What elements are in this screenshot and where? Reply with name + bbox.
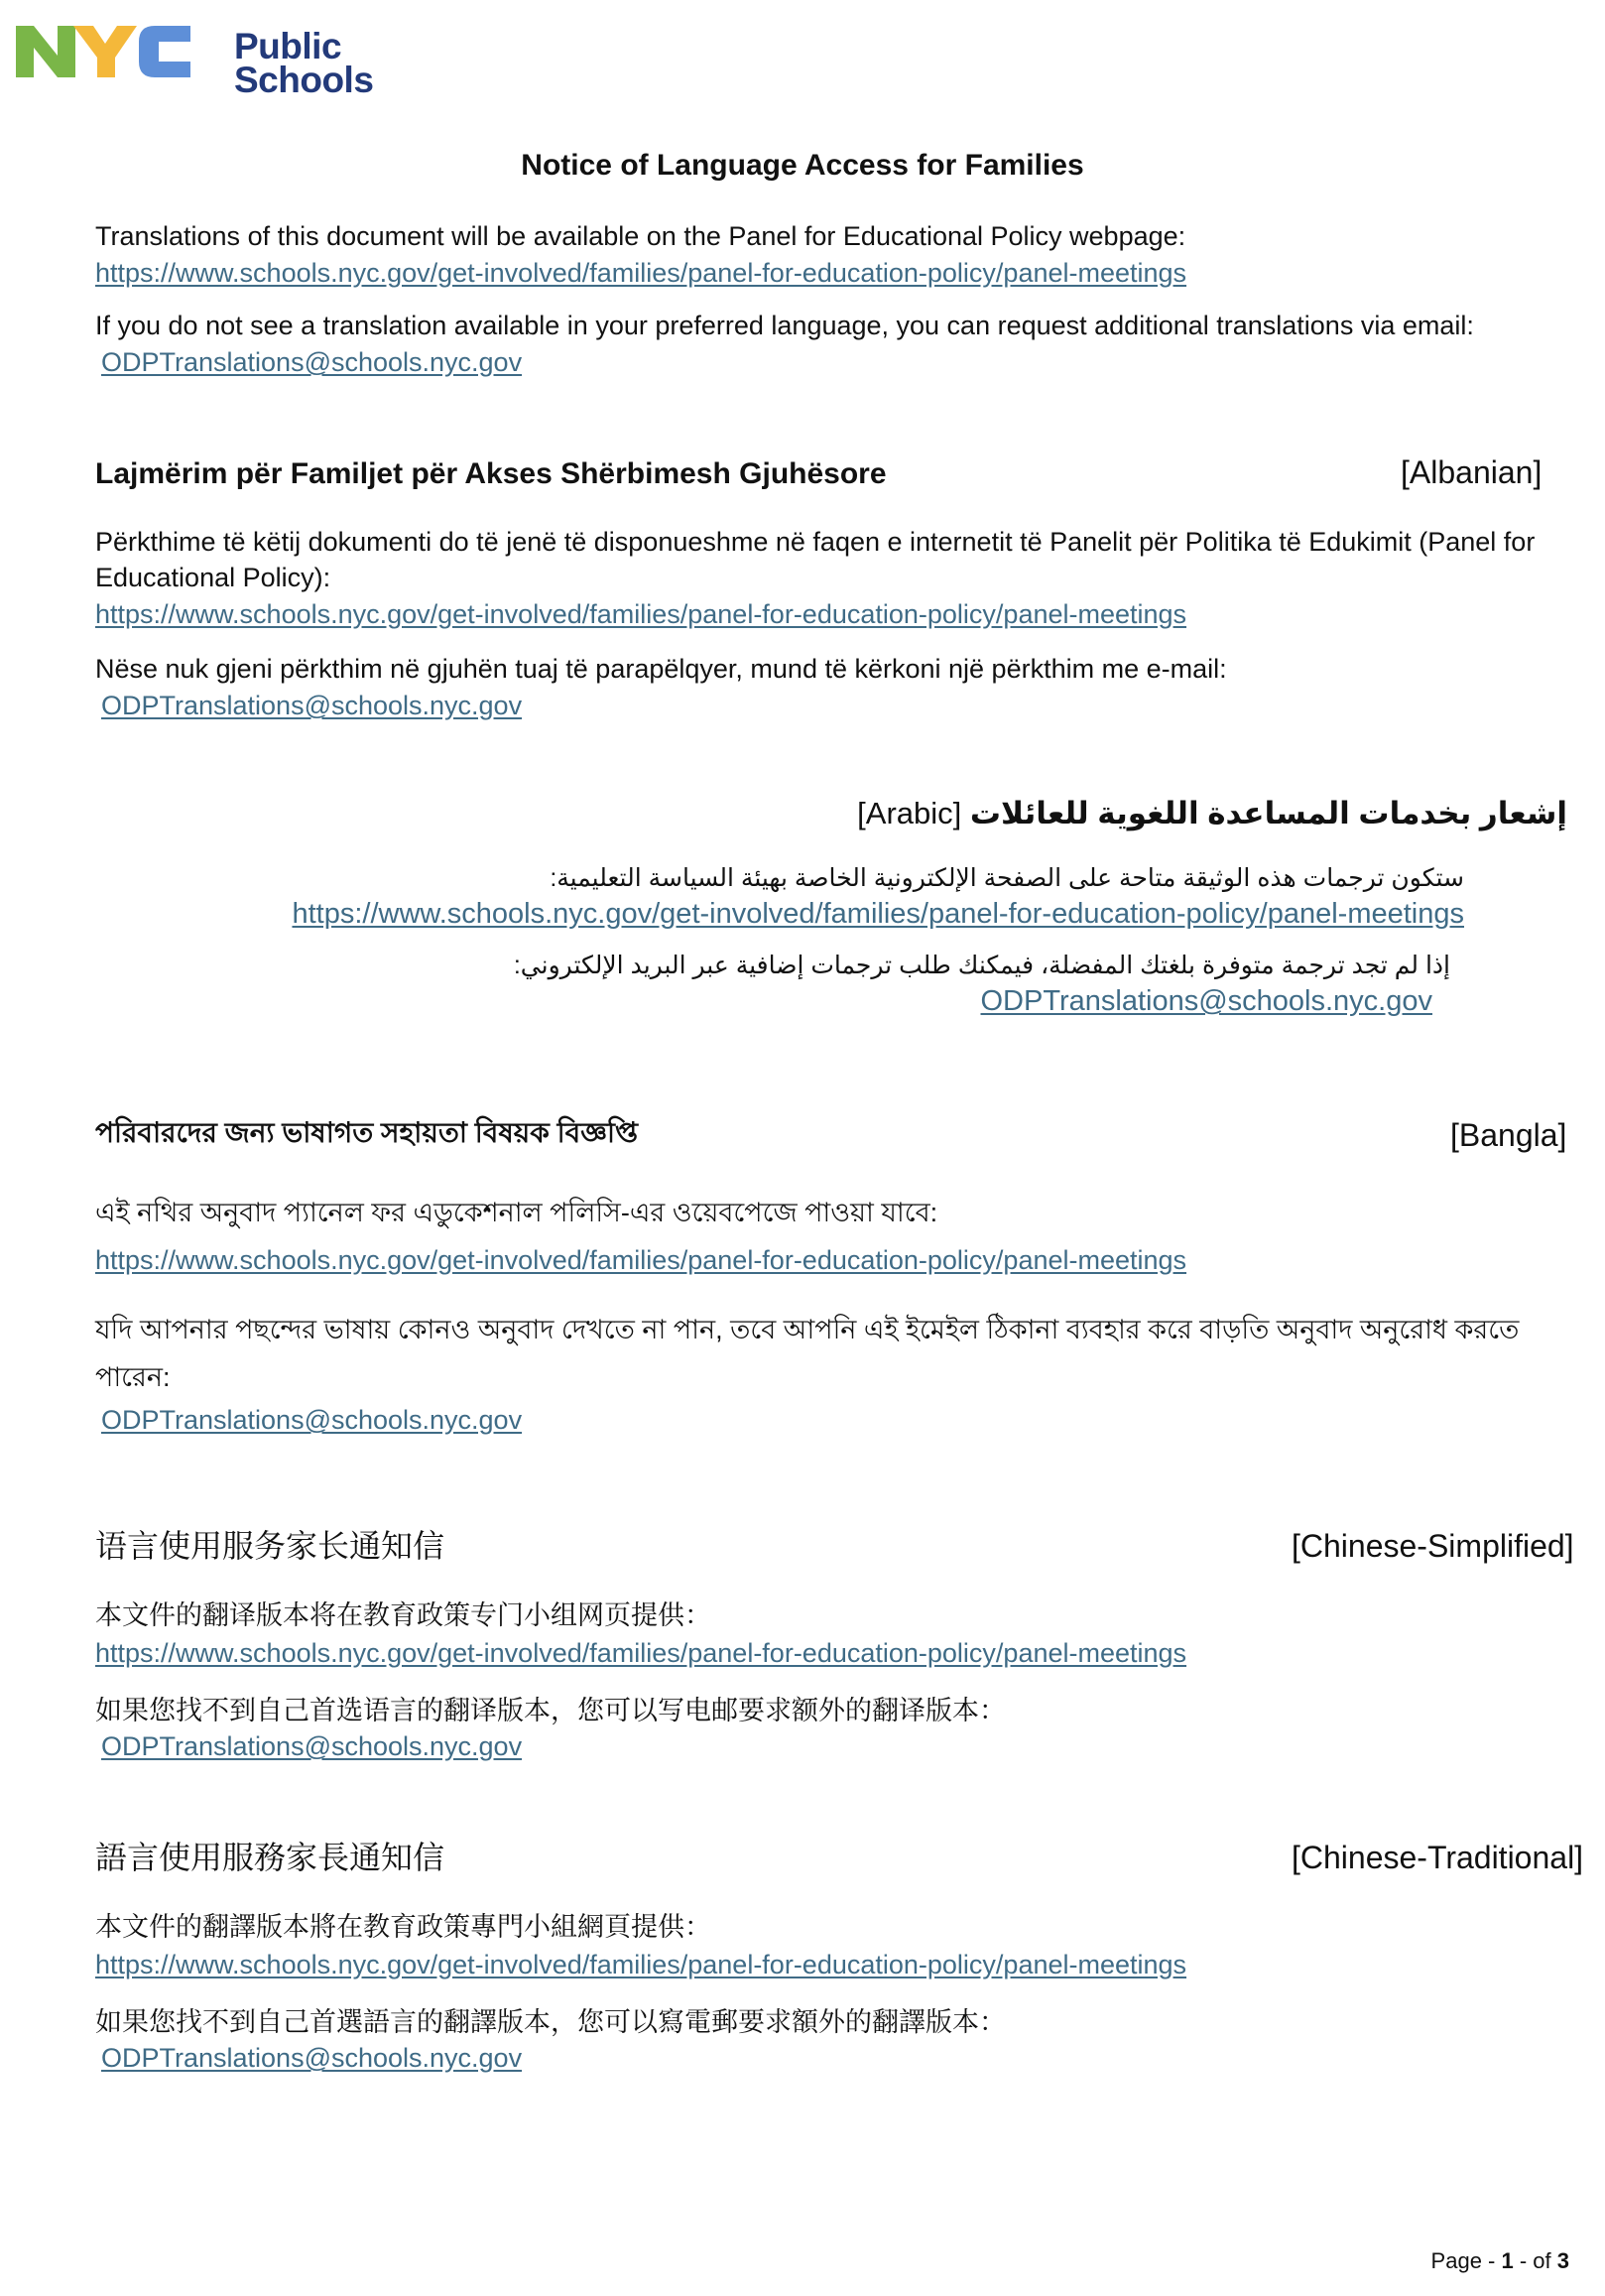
page-number-total: 3 bbox=[1556, 2248, 1569, 2273]
chinese-traditional-url-link[interactable]: https://www.schools.nyc.gov/get-involved/families/panel-for-education-policy/panel-meetings bbox=[95, 1950, 1187, 1979]
albanian-heading: Lajmërim për Familjet për Akses Shërbimesh Gjuhësore bbox=[95, 457, 887, 490]
chinese-simplified-heading: 语言使用服务家长通知信 bbox=[95, 1528, 445, 1564]
arabic-line-1: ستكون ترجمات هذه الوثيقة متاحة على الصفحة الإلكترونية الخاصة بهيئة السياسة التعليمية: bbox=[550, 864, 1464, 892]
nyc-public-schools-logo bbox=[14, 16, 391, 100]
chinese-simplified-line-1: 本文件的翻译版本将在教育政策专门小组网页提供： bbox=[95, 1600, 711, 1630]
bangla-url-link[interactable]: https://www.schools.nyc.gov/get-involved/families/panel-for-education-policy/panel-meetings bbox=[95, 1245, 1187, 1275]
chinese-traditional-email-link[interactable]: ODPTranslations@schools.nyc.gov bbox=[101, 2043, 523, 2073]
nyc-logo-icon bbox=[14, 16, 222, 91]
bangla-email-link[interactable]: ODPTranslations@schools.nyc.gov bbox=[101, 1405, 523, 1435]
page-number-prefix: Page - bbox=[1430, 2248, 1502, 2273]
arabic-language-tag: [Arabic] bbox=[857, 796, 962, 830]
arabic-heading: إشعار بخدمات المساعدة اللغوية للعائلات bbox=[969, 796, 1567, 830]
logo-line-public: Public bbox=[234, 26, 342, 66]
albanian-url-link[interactable]: https://www.schools.nyc.gov/get-involved/families/panel-for-education-policy/panel-meetings bbox=[95, 599, 1187, 629]
intro-url-link[interactable]: https://www.schools.nyc.gov/get-involved/families/panel-for-education-policy/panel-meetings bbox=[95, 258, 1187, 288]
chinese-simplified-line-2: 如果您找不到自己首选语言的翻译版本，您可以写电邮要求额外的翻译版本： bbox=[95, 1696, 1006, 1725]
bangla-line-2: যদি আপনার পছন্দের ভাষায় কোনও অনুবাদ দেখতে না পান, তবে আপনি এই ইমেইল ঠিকানা ব্যবহার করে বাড়তি অনুবাদ অনুরোধ করতে পারেন: bbox=[95, 1315, 1520, 1392]
arabic-url-link[interactable]: https://www.schools.nyc.gov/get-involved/families/panel-for-education-policy/panel-meetings bbox=[292, 898, 1464, 930]
chinese-simplified-url-link[interactable]: https://www.schools.nyc.gov/get-involved/families/panel-for-education-policy/panel-meetings bbox=[95, 1638, 1187, 1668]
albanian-email-link[interactable]: ODPTranslations@schools.nyc.gov bbox=[101, 691, 523, 720]
chinese-traditional-heading: 語言使用服務家長通知信 bbox=[95, 1840, 445, 1875]
page-number-current: 1 bbox=[1501, 2248, 1514, 2273]
chinese-simplified-language-tag: [Chinese-Simplified] bbox=[1292, 1528, 1574, 1564]
bangla-line-1: এই নথির অনুবাদ প্যানেল ফর এডুকেশনাল পলিসি-এর ওয়েবপেজে পাওয়া যাবে: bbox=[95, 1198, 938, 1227]
albanian-line-2: Nëse nuk gjeni përkthim në gjuhën tuaj të parapëlqyer, mund të kërkoni një përkthim me e-mail: bbox=[95, 654, 1227, 684]
chinese-traditional-line-2: 如果您找不到自己首選語言的翻譯版本，您可以寫電郵要求額外的翻譯版本： bbox=[95, 2007, 1006, 2037]
chinese-traditional-language-tag: [Chinese-Traditional] bbox=[1292, 1840, 1584, 1875]
intro-line-2: If you do not see a translation available in your preferred language, you can request additional translations via email: bbox=[95, 311, 1474, 340]
logo-line-schools: Schools bbox=[234, 60, 374, 100]
page-number-separator: - of bbox=[1513, 2248, 1557, 2273]
arabic-line-2: إذا لم تجد ترجمة متوفرة بلغتك المفضلة، فيمكنك طلب ترجمات إضافية عبر البريد الإلكتروني: bbox=[513, 952, 1450, 979]
albanian-line-1: Përkthime të këtij dokumenti do të jenë të disponueshme në faqen e internetit të Panelit për Politika të Edukimit (Panel for Educational Policy): bbox=[95, 527, 1536, 592]
chinese-simplified-email-link[interactable]: ODPTranslations@schools.nyc.gov bbox=[101, 1731, 523, 1761]
intro-email-link[interactable]: ODPTranslations@schools.nyc.gov bbox=[101, 347, 523, 377]
arabic-heading-row bbox=[857, 794, 1567, 833]
page-number bbox=[1431, 2248, 1569, 2274]
bangla-heading: পরিবারদের জন্য ভাষাগত সহায়তা বিষয়ক বিজ্ঞপ্তি bbox=[95, 1117, 639, 1148]
logo-wordmark bbox=[234, 26, 374, 100]
arabic-email-link[interactable]: ODPTranslations@schools.nyc.gov bbox=[980, 985, 1432, 1017]
intro-line-1: Translations of this document will be available on the Panel for Educational Policy webpage: bbox=[95, 221, 1186, 251]
chinese-traditional-line-1: 本文件的翻譯版本將在教育政策專門小組網頁提供： bbox=[95, 1912, 711, 1942]
page-title: Notice of Language Access for Families bbox=[521, 149, 1084, 182]
albanian-language-tag: [Albanian] bbox=[1401, 454, 1543, 490]
bangla-language-tag: [Bangla] bbox=[1450, 1117, 1567, 1153]
